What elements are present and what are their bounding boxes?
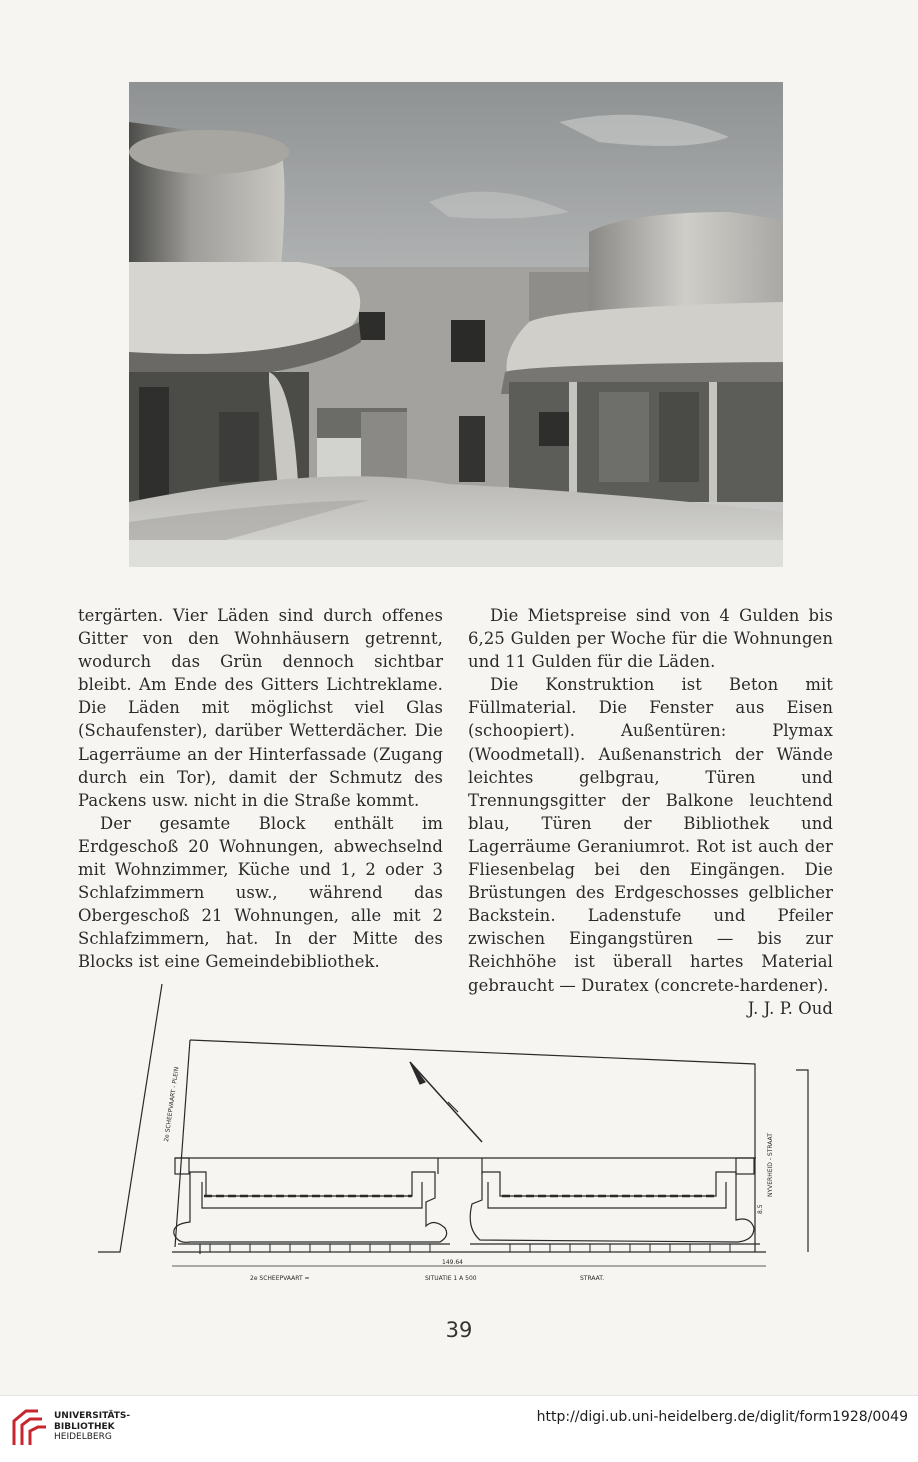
text-column-left bbox=[78, 604, 443, 974]
plan-label-dimension: 149.64 bbox=[442, 1259, 463, 1266]
paragraph: tergärten. Vier Läden sind durch offenes Gitter von den Wohnhäusern getrennt, wodurch das Grün dennoch sichtbar bleibt. Am Ende des Gitters Lichtreklame. Die Läden mit möglichst viel Glas (Schaufenster), darüber Wetterdächer. Die Lagerräume an der Hinterfassade (Zugang durch ein Tor), damit der Schmutz des Packens usw. nicht in die Straße kommt. bbox=[78, 606, 443, 810]
library-name bbox=[54, 1411, 130, 1443]
plan-label-right-street: NYVERHEID - STRAAT bbox=[767, 1133, 774, 1197]
page-number: 39 bbox=[445, 1318, 473, 1342]
library-line: BIBLIOTHEK bbox=[54, 1421, 115, 1432]
author-signature: J. J. P. Oud bbox=[747, 998, 833, 1018]
plan-label-side-dimension: 8.5 bbox=[757, 1204, 764, 1214]
document-url[interactable]: http://digi.ub.uni-heidelberg.de/diglit/form1928/0049 bbox=[536, 1409, 908, 1425]
paragraph: Der gesamte Block enthält im Erdgeschoß 20 Wohnungen, abwechselnd mit Wohnzimmer, Küche und 1, 2 oder 3 Schlafzimmern usw., während das Obergeschoß 21 Wohnungen, alle mit 2 Schlafzimmern, hat. In der Mitte des Blocks ist eine Gemeindebibliothek. bbox=[78, 813, 443, 972]
plan-label-title: SITUATIE 1 A 500 bbox=[425, 1275, 477, 1282]
footer-bar bbox=[0, 1395, 918, 1462]
architecture-photo bbox=[129, 82, 783, 567]
paragraph bbox=[468, 673, 833, 1018]
plan-label-bottom-right: STRAAT. bbox=[580, 1275, 605, 1282]
plan-label-left-street-top: 2e SCHEEPVAART - PLEIN bbox=[163, 1066, 181, 1143]
paragraph: Die Mietspreise sind von 4 Gulden bis 6,25 Gulden per Woche für die Wohnungen und 11 Gulden für die Läden. bbox=[468, 606, 833, 672]
library-line: UNIVERSITÄTS- bbox=[54, 1411, 131, 1421]
site-plan-drawing bbox=[90, 982, 820, 1292]
paragraph-text: Die Konstruktion ist Beton mit Füllmaterial. Die Fenster aus Eisen (schoopiert). Außentüren: Plymax (Woodmetall). Außenanstrich der Wände leichtes gelbgrau, Türen und Trennungsgitter der Balkone leuchtend blau, Türen der Bibliothek und Lagerräume Geraniumrot. Rot ist auch der Fliesenbelag bei den Eingängen. Die Brüstungen des Erdgeschosses gelblicher Backstein. Ladenstufe und Pfeiler zwischen Eingangstüren — bis zur Reichhöhe ist überall hartes Material gebraucht — Duratex (concrete-hardener). bbox=[468, 675, 833, 995]
text-column-right bbox=[468, 604, 833, 1020]
plan-label-bottom-left: 2e SCHEEPVAART = bbox=[250, 1275, 310, 1282]
library-logo-icon bbox=[10, 1407, 50, 1449]
library-line: HEIDELBERG bbox=[54, 1432, 112, 1442]
